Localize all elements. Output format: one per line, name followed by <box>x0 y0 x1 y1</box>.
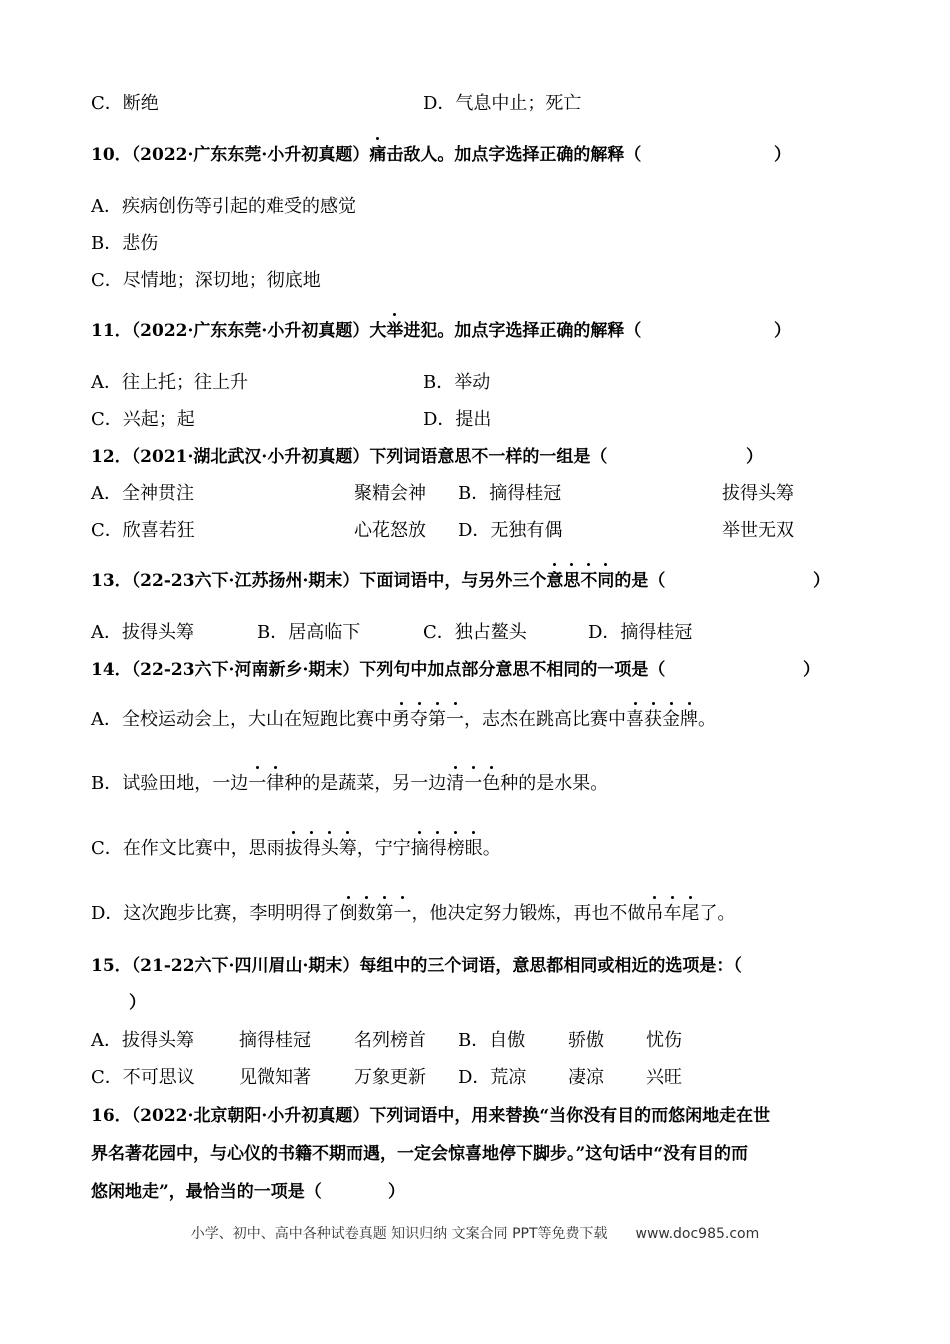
q14-c-dotted-char: 眼 <box>464 838 483 859</box>
q14-option-c <box>91 837 501 861</box>
q14-a-text: A．全校运动会上，大山在短跑比赛中 <box>91 709 392 730</box>
q14-option-a <box>91 708 716 732</box>
q9-option-c: C．断绝 <box>91 93 159 114</box>
q14-c-dotted-char: 拔 <box>284 838 303 859</box>
q14-a-dotted-char: 获 <box>644 709 662 730</box>
q14-c-dotted-char: 筹 <box>338 838 357 859</box>
q15-number: 15． <box>91 956 132 976</box>
q13-paren-close: ） <box>813 571 830 591</box>
q10-text: 击敌人。加点字选择正确的解释（ <box>386 145 642 165</box>
q14-b-text: 种的是蔬菜，另一边 <box>284 773 447 794</box>
q14-source: （22-23六下·河南新乡·期末） <box>131 660 360 680</box>
q13-option-d: D．摘得桂冠 <box>588 622 693 643</box>
q12-option-a: A．全神贯注 <box>91 483 194 504</box>
q14-c-dotted-char: 榜 <box>446 838 465 859</box>
q14-d-dotted-char: 第 <box>375 903 394 924</box>
q15-text: 每组中的三个词语，意思都相同或相近的选项是：（ <box>359 956 742 976</box>
q14-a-dotted-char: 牌 <box>680 709 698 730</box>
q14-b-dotted-char: 一 <box>248 773 267 794</box>
q13-dotted-char: 不 <box>580 571 598 591</box>
q14-c-dotted-char: 得 <box>302 838 321 859</box>
q11-option-b: B．举动 <box>423 372 491 393</box>
q15-option-b-word3: 忧伤 <box>646 1030 682 1051</box>
q13-dotted-char: 意 <box>546 571 564 591</box>
q16-stem-line3 <box>91 1180 405 1204</box>
q12-option-b: B．摘得桂冠 <box>458 483 562 504</box>
q14-a-dotted-char: 喜 <box>626 709 644 730</box>
q11-options-row2 <box>91 408 492 432</box>
q14-number: 14． <box>91 660 132 680</box>
q13-number: 13． <box>91 571 132 591</box>
q12-option-d: D．无独有偶 <box>458 520 563 541</box>
q14-d-dotted-char: 一 <box>393 903 412 924</box>
q15-option-a-word2: 摘得桂冠 <box>239 1030 311 1051</box>
footer-url: www.doc985.com <box>635 1226 760 1242</box>
q15-paren-close: ） <box>129 993 146 1013</box>
q15-option-c-word3: 万象更新 <box>354 1067 426 1088</box>
q14-c-dotted-char: 得 <box>428 838 447 859</box>
q13-option-a: A．拔得头筹 <box>91 622 194 643</box>
q14-a-dotted-char: 一 <box>446 709 464 730</box>
q15-option-c-word2: 见微知著 <box>239 1067 311 1088</box>
q11-paren-close: ） <box>774 321 791 341</box>
q14-a-dotted-char: 第 <box>428 709 446 730</box>
q16-stem-line2: 界名著花园中，与心仪的书籍不期而遇，一定会惊喜地停下脚步。”这句话中“没有目的而 <box>91 1144 749 1164</box>
q14-b-dotted-char: 清 <box>446 773 465 794</box>
q14-a-dotted-char: 夺 <box>410 709 428 730</box>
q12-option-d-pair: 举世无双 <box>722 520 794 541</box>
q14-c-dotted-char: 摘 <box>410 838 429 859</box>
q16-stem-line1 <box>91 1104 770 1128</box>
q11-option-a: A．往上托；往上升 <box>91 372 248 393</box>
q14-text: 下列句中加点部分意思不相同的一项是（ <box>359 660 666 680</box>
q14-d-text: D．这次跑步比赛，李明明得了 <box>91 903 340 924</box>
q14-d-text: 了。 <box>699 903 736 924</box>
q12-source: （2021·湖北武汉·小升初真题） <box>131 447 370 467</box>
q14-option-d <box>91 902 735 926</box>
q14-a-dotted-char: 勇 <box>392 709 410 730</box>
q9-options-row <box>91 92 582 116</box>
footer-text: 小学、初中、高中各种试卷真题 知识归纳 文案合同 PPT等免费下载 <box>190 1226 608 1242</box>
q14-paren-close: ） <box>803 660 820 680</box>
q14-c-text: C．在作文比赛中，思雨 <box>91 838 285 859</box>
q11-dotted-char: 举 <box>386 321 404 341</box>
q14-option-b <box>91 772 608 796</box>
q11-source: （2022·广东东莞·小升初真题） <box>131 321 370 341</box>
q15-option-a: A．拔得头筹 <box>91 1030 194 1051</box>
q14-c-text: 。 <box>482 838 501 859</box>
q12-text: 下列词语意思不一样的一组是（ <box>369 447 608 467</box>
q11-options-row1 <box>91 371 491 395</box>
q13-options-row <box>91 621 693 645</box>
q10-option-a: A．疾病创伤等引起的难受的感觉 <box>91 196 356 217</box>
q13-stem <box>91 569 830 593</box>
q15-options-row1 <box>91 1029 682 1053</box>
q14-b-dotted-char: 色 <box>482 773 501 794</box>
q15-options-row2 <box>91 1066 682 1090</box>
q15-option-b: B．自傲 <box>458 1030 526 1051</box>
q14-b-dotted-char: 律 <box>266 773 285 794</box>
q14-b-dotted-char: 一 <box>464 773 483 794</box>
q15-source: （21-22六下·四川眉山·期末） <box>131 956 360 976</box>
q14-d-dotted-char: 尾 <box>681 903 700 924</box>
q15-option-d-word2: 凄凉 <box>568 1067 604 1088</box>
q14-d-dotted-char: 数 <box>357 903 376 924</box>
q12-options-row2 <box>91 519 794 543</box>
q12-paren-close: ） <box>746 447 763 467</box>
q13-option-b: B．居高临下 <box>257 622 361 643</box>
q16-source: （2022·北京朝阳·小升初真题） <box>131 1106 370 1126</box>
q11-option-c: C．兴起；起 <box>91 409 195 430</box>
q13-text: 的是（ <box>614 571 666 591</box>
q15-option-d-word3: 兴旺 <box>646 1067 682 1088</box>
q14-a-text: 。 <box>698 709 716 730</box>
q14-a-text: ，志杰在跳高比赛中 <box>464 709 626 730</box>
q14-c-text: ，宁宁 <box>356 838 411 859</box>
q16-paren-close: ） <box>388 1182 405 1202</box>
q10-source: （2022·广东东莞·小升初真题） <box>131 145 370 165</box>
q13-source: （22-23六下·江苏扬州·期末） <box>131 571 360 591</box>
q16-text: 悠闲地走”，最恰当的一项是（ <box>91 1182 322 1202</box>
q15-stem <box>91 954 742 978</box>
q12-option-c-pair: 心花怒放 <box>354 520 426 541</box>
q10-option-b: B．悲伤 <box>91 233 159 254</box>
q14-b-text: 种的是水果。 <box>500 773 609 794</box>
q9-option-d: D．气息中止；死亡 <box>423 93 582 114</box>
q14-d-dotted-char: 倒 <box>339 903 358 924</box>
q15-option-d: D．荒凉 <box>458 1067 527 1088</box>
q13-dotted-char: 同 <box>597 571 615 591</box>
q14-b-text: B．试验田地，一边 <box>91 773 249 794</box>
q12-option-b-pair: 拔得头筹 <box>722 483 794 504</box>
q14-d-dotted-char: 车 <box>663 903 682 924</box>
q11-number: 11． <box>91 321 132 341</box>
q12-option-c: C．欣喜若狂 <box>91 520 195 541</box>
q14-stem <box>91 658 820 682</box>
q11-stem <box>91 319 791 343</box>
page-footer <box>0 1223 950 1243</box>
q10-stem <box>91 143 791 167</box>
q13-option-c: C．独占鳌头 <box>423 622 527 643</box>
q16-text: 下列词语中，用来替换“当你没有目的而悠闲地走在世 <box>369 1106 771 1126</box>
q10-number: 10． <box>91 145 132 165</box>
q13-pre: 下面词语中，与另外三个 <box>359 571 547 591</box>
q10-dotted-char: 痛 <box>369 145 387 165</box>
q16-number: 16． <box>91 1106 132 1126</box>
q15-option-c: C．不可思议 <box>91 1067 195 1088</box>
q15-option-a-word3: 名列榜首 <box>354 1030 426 1051</box>
q10-paren-close: ） <box>774 145 791 165</box>
q10-option-c: C．尽情地；深切地；彻底地 <box>91 270 321 291</box>
q14-d-dotted-char: 吊 <box>645 903 664 924</box>
q11-text: 进犯。加点字选择正确的解释（ <box>403 321 642 341</box>
q14-d-text: ，他决定努力锻炼，再也不做 <box>411 903 646 924</box>
q15-option-b-word2: 骄傲 <box>568 1030 604 1051</box>
q11-pre: 大 <box>369 321 387 341</box>
q11-option-d: D．提出 <box>423 409 492 430</box>
q14-c-dotted-char: 头 <box>320 838 339 859</box>
q12-number: 12． <box>91 447 132 467</box>
q12-options-row1 <box>91 482 794 506</box>
q14-a-dotted-char: 金 <box>662 709 680 730</box>
q12-stem <box>91 445 763 469</box>
q12-option-a-pair: 聚精会神 <box>354 483 426 504</box>
q13-dotted-char: 思 <box>563 571 581 591</box>
